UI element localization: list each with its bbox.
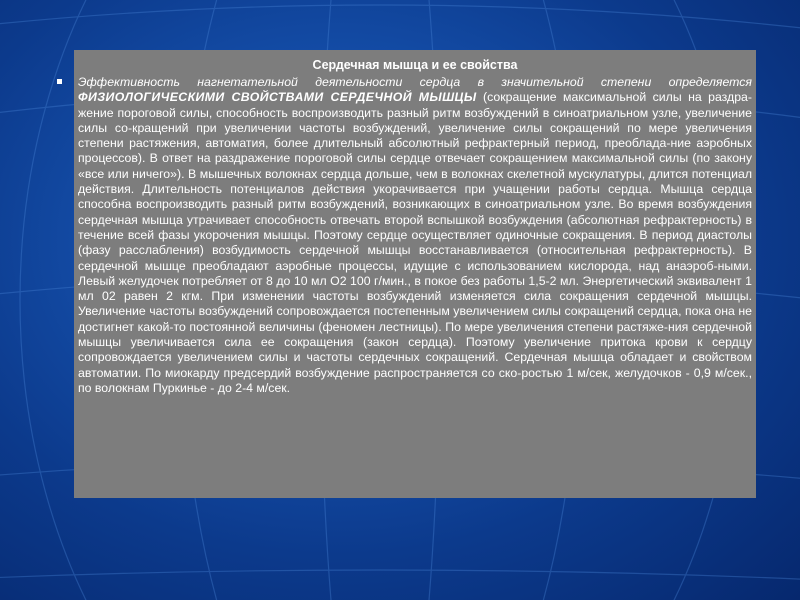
paragraph-lead: Эффективность нагнетательной деятельности сердца в значительной степени определяется: [78, 75, 752, 89]
square-bullet-icon: [57, 79, 62, 84]
paragraph-emphasis: ФИЗИОЛОГИЧЕСКИМИ СВОЙСТВАМИ СЕРДЕЧНОЙ МЫШЦЫ: [78, 90, 477, 105]
content-panel: [74, 50, 756, 498]
paragraph-body: (сокращение максимальной силы на раздра-жение пороговой силы, способность воспроизводить разный ритм возбуждений в синоатриальном узле, увеличение силы со-кращений при увеличении частоты возбуждений, увеличение силы сокращений по мере увеличения степени растяжения, автоматия, более длительный абсолютный рефрактерный период, преоблада-ние аэробных процессов). В ответ на раздражение пороговой силы сердце отвечает сокращением максимальной силы (по закону «все или ничего»). В мышечных волокнах сердца дольше, чем в волокнах скелетной мускулатуры, длится потенциал действия. Длительность потенциалов действия укорачивается при учащении работы сердца. Мышца сердца способна воспроизводить разный ритм возбуждений, возникающих в синоатриальном узле. Во время возбуждения сердечная мышца утрачивает способность отвечать второй вспышкой возбуждения (абсолютная рефрактерность) в течение всей фазы укорочения мышцы. Поэтому сердце осуществляет одиночные сокращения. В период диастолы (фазу расслабления) возбудимость сердечной мышцы восстанавливается (относительная рефрактерность). В сердечной мышце преобладают аэробные процессы, идущие с использованием кислорода, над анаэроб-ными. Левый желудочек потребляет от 8 до 10 мл О2 100 г/мин., в покое без работы 1,5-2 мл. Энергетический эквивалент 1 мл 02 равен 2 кгм. При изменении частоты возбуждений изменяется сила сокращения сердечной мышцы. Увеличение частоты возбуждений сопровождается постепенным увеличением силы сокращений сердца, пока она не достигнет какой-то постоянной величины (феномен лестницы). По мере увеличения степени растяже-ния сердечной мышцы увеличивается сила ее сокращения (закон сердца). Поэтому увеличение притока крови к сердцу сопровождается увеличением силы и частоты сердечных сокращений. Сердечная мышца обладает и свойством автоматии. По миокарду предсердий возбуждение распространяется со ско-ростью 1 м/сек, желудочков - 0,9 м/сек., по волокнам Пуркинье - до 2-4 м/сек.: [78, 90, 752, 395]
body-paragraph: [78, 75, 752, 396]
slide-title: Сердечная мышца и ее свойства: [312, 58, 518, 72]
